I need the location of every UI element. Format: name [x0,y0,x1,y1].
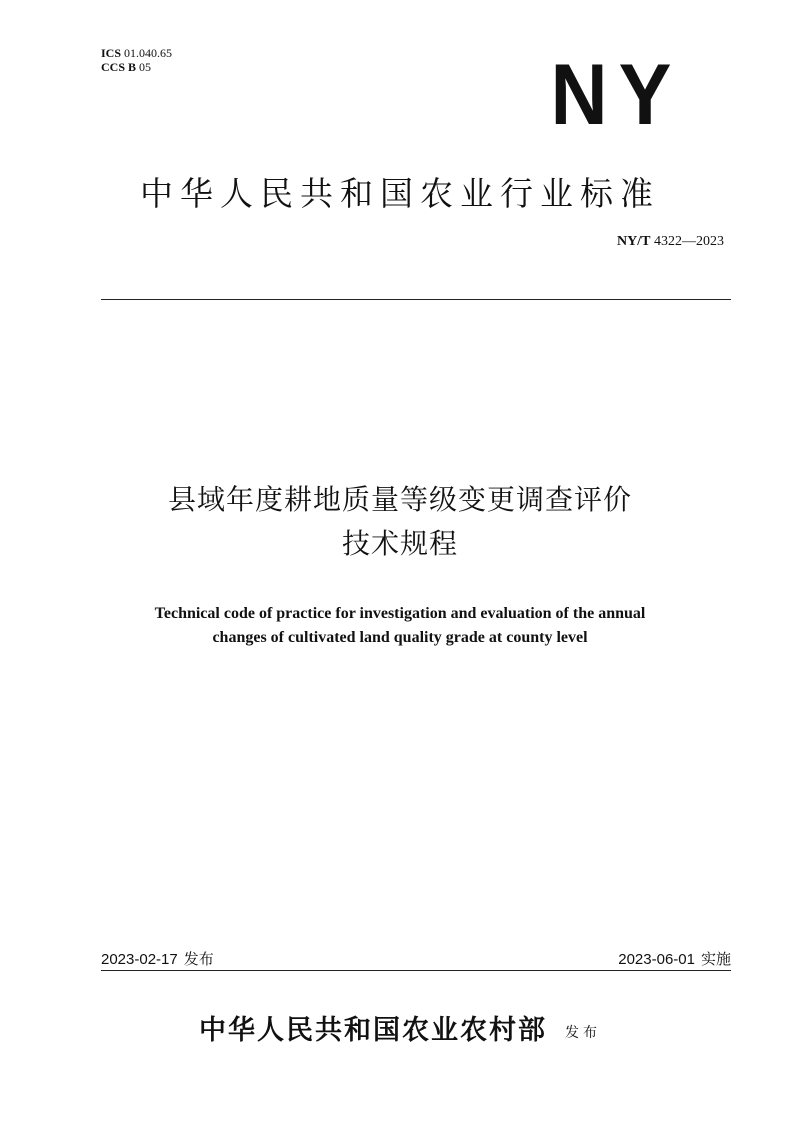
standard-number [617,234,724,250]
top-divider [101,299,731,300]
document-title-en-line2: changes of cultivated land quality grade at county level [212,629,588,646]
ccs-code [101,60,176,74]
bottom-divider [101,970,731,971]
effective-date-block [618,948,731,969]
issue-date-block [101,948,214,969]
standard-category-title: 中华人民共和国农业行业标准 [140,174,660,213]
effective-label: 实施 [700,951,731,968]
effective-date: 2023-06-01 [618,951,695,968]
ccs-label: CCS B [101,60,137,74]
standard-number-value: 4322—2023 [654,234,724,249]
document-title-cn-line1: 县域年度耕地质量等级变更调查评价 [167,483,632,516]
issuer-block [0,1008,800,1047]
document-title-en-line1: Technical code of practice for investigation and evaluation of the annual [154,605,646,622]
document-title-cn [0,478,800,566]
issuer-suffix: 发布 [565,1025,601,1041]
document-title-en [0,602,800,650]
ny-logo-mark: NY [550,47,682,143]
ics-code [101,46,176,60]
ccs-value: 05 [139,60,152,74]
issuer-name: 中华人民共和国农业农村部 [199,1015,547,1046]
standard-number-prefix: NY/T [617,234,651,249]
issue-date: 2023-02-17 [101,951,178,968]
ics-value: 01.040.65 [124,46,173,60]
classification-codes [101,46,176,74]
issue-label: 发布 [183,951,214,968]
ics-label: ICS [101,46,122,60]
document-title-cn-line2: 技术规程 [341,527,458,560]
